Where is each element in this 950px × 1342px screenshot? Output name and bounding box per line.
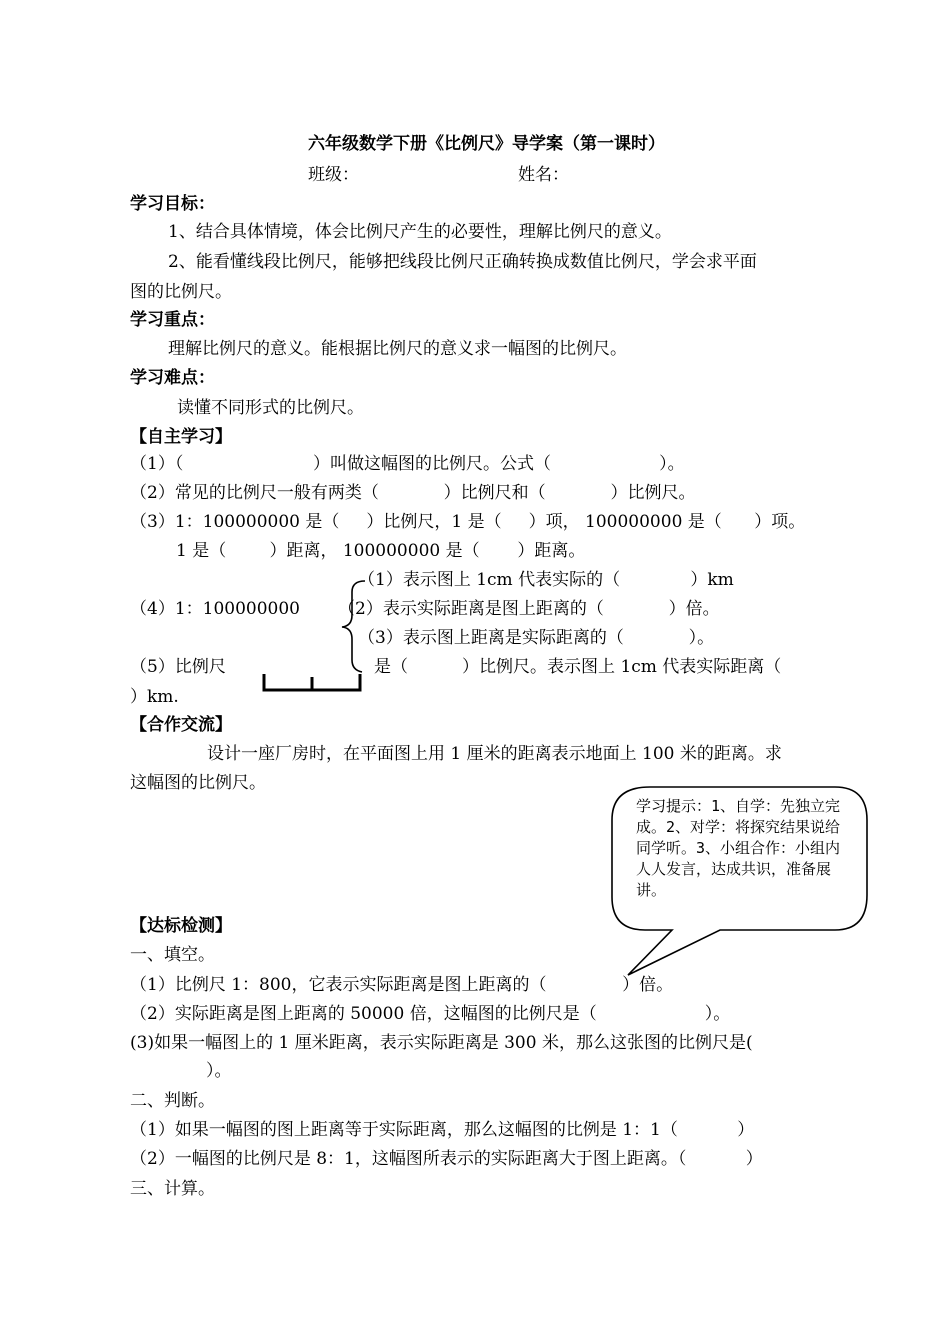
self-study-q4-item-3: （3）表示图上距离是实际距离的（ ）。 — [358, 628, 715, 648]
calc-heading: 三、计算。 — [130, 1179, 215, 1199]
key-points-text: 理解比例尺的意义。能根据比例尺的意义求一幅图的比例尺。 — [168, 339, 627, 359]
difficulties-heading: 学习难点： — [130, 368, 215, 388]
judge-heading: 二、判断。 — [130, 1091, 215, 1111]
class-label: 班级： — [308, 165, 359, 185]
fill-q3a: (3)如果一幅图上的 1 厘米距离，表示实际距离是 300 米，那么这张图的比例尺是( — [130, 1033, 753, 1053]
difficulties-text: 读懂不同形式的比例尺。 — [177, 398, 364, 418]
self-study-q4-label: （4）1：100000000 — [130, 599, 300, 619]
objective-line-1: 1、结合具体情境，体会比例尺产生的必要性，理解比例尺的意义。 — [168, 222, 672, 242]
fill-q2: （2）实际距离是图上距离的 50000 倍，这幅图的比例尺是（ ）。 — [130, 1004, 731, 1024]
self-study-q4-item-1: （1）表示图上 1cm 代表实际的（ ）km — [358, 570, 734, 590]
objectives-heading: 学习目标： — [130, 194, 215, 214]
self-study-q1: （1）（ ）叫做这幅图的比例尺。公式（ ）。 — [130, 454, 685, 474]
assessment-heading: 【达标检测】 — [130, 916, 232, 936]
self-study-q5b: 是（ ）比例尺。表示图上 1cm 代表实际距离（ — [374, 657, 782, 677]
self-study-q5a: （5）比例尺 — [130, 657, 226, 677]
self-study-q5c: ）km. — [130, 687, 179, 707]
objective-line-2: 2、能看懂线段比例尺，能够把线段比例尺正确转换成数值比例尺，学会求平面 — [168, 252, 757, 272]
judge-q1: （1）如果一幅图的图上距离等于实际距离，那么这幅图的比例是 1：1（ ） — [130, 1120, 755, 1140]
self-study-q4-item-2: （2）表示实际距离是图上距离的（ ）倍。 — [338, 599, 720, 619]
cooperation-heading: 【合作交流】 — [130, 715, 232, 735]
objective-line-3: 图的比例尺。 — [130, 282, 232, 302]
study-tip-text: 学习提示：1、自学：先独立完成。2、对学：将探究结果说给同学听。3、小组合作：小组内人人发言，达成共识，准备展讲。 — [636, 797, 841, 899]
fill-q3b: ）。 — [206, 1061, 232, 1081]
cooperation-line-2: 这幅图的比例尺。 — [130, 773, 266, 793]
fill-heading: 一、填空。 — [130, 945, 215, 965]
fill-q1: （1）比例尺 1：800，它表示实际距离是图上距离的（ ）倍。 — [130, 975, 674, 995]
page-title: 六年级数学下册《比例尺》导学案（第一课时） — [308, 134, 665, 154]
judge-q2: （2）一幅图的比例尺是 8：1，这幅图所表示的实际距离大于图上距离。（ ） — [130, 1149, 763, 1169]
name-label: 姓名： — [518, 165, 569, 185]
cooperation-line-1: 设计一座厂房时，在平面图上用 1 厘米的距离表示地面上 100 米的距离。求 — [207, 744, 782, 764]
self-study-q2: （2）常见的比例尺一般有两类（ ）比例尺和（ ）比例尺。 — [130, 483, 696, 503]
key-points-heading: 学习重点： — [130, 310, 215, 330]
self-study-q3b: 1 是（ ）距离， 100000000 是（ ）距离。 — [176, 541, 586, 561]
self-study-q3a: （3）1：100000000 是（ ）比例尺，1 是（ ）项， 100000000 是（ ）项。 — [130, 512, 806, 532]
self-study-heading: 【自主学习】 — [130, 427, 232, 447]
